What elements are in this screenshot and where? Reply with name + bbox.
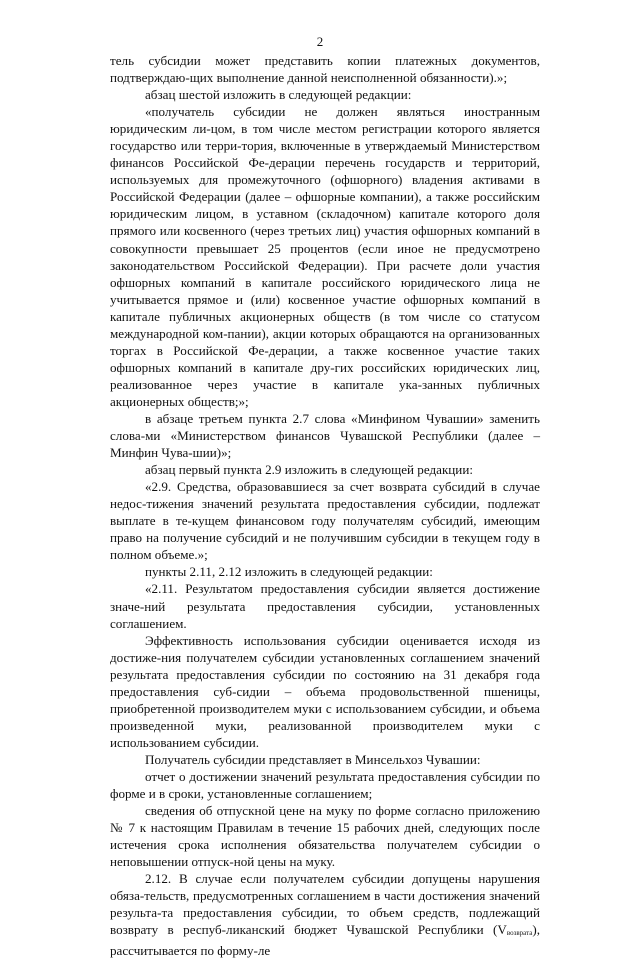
paragraph-7: пункты 2.11, 2.12 изложить в следующей редакции: [145, 564, 433, 580]
paragraph-3: «получатель субсидии не должен являться иностранным юридическим ли-цом, в том числе местом регистрации которого является государство или терри-тория, включенные в утверждаемый Министерством финансов Российской Фе-дерации перечень государств и территорий, используемых для промежуточного (офшорного) владения активами в Российской Федерации (далее – офшорные компании), а также российским юридическим лицом, в уставном (складочном) капитале которого доля прямого или косвенного (через третьих лиц) участия офшорных компаний в совокупности превышает 25 процентов (если иное не предусмотрено законодательством Российской Федерации). При расчете доли участия офшорных компаний в капитале российского юридического лица не учитывается прямое и (или) косвенное участие офшорных компаний в капитале публичных акционерных обществ (в том числе со статусом международной ком-пании), акции которых обращаются на организованных торгах в Российской Фе-дерации, а также косвенное участие таких офшорных компаний в капитале дру-гих российских юридических лиц, реализованное через участие в капитале ука-занных публичных акционерных обществ;»; [110, 104, 540, 409]
paragraph-13 [110, 870, 540, 959]
paragraph-2: абзац шестой изложить в следующей редакции: [145, 87, 412, 103]
paragraph-6: «2.9. Средства, образовавшиеся за счет возврата субсидий в случае недос-тижения значений результата предоставления субсидии, подлежат выплате в те-кущем финансовом году получателям субсидий, имеющим право на получение субсидий и не получившим субсидии в текущем году в полном объеме.»; [110, 479, 540, 563]
formula-subscript: возврата [506, 929, 533, 938]
paragraph-5: абзац первый пункта 2.9 изложить в следующей редакции: [145, 462, 473, 478]
paragraph-8: «2.11. Результатом предоставления субсидии является достижение значе-ний результата предоставления субсидии, установленных соглашением. [110, 581, 540, 631]
paragraph-4: в абзаце третьем пункта 2.7 слова «Минфином Чувашии» заменить слова-ми «Министерством финансов Чувашской Республики (далее – Минфин Чува-шии)»; [110, 410, 540, 461]
paragraph-13-text: 2.12. В случае если получателем субсидии допущены нарушения обяза-тельств, предусмотренных соглашением в части достижения значений результа-та предоставления субсидии, то объем средств, подлежащий возврату в респуб-ликанский бюджет Чувашской Республики (V [110, 871, 540, 938]
paragraph-11: отчет о достижении значений результата предоставления субсидии по форме и в сроки, установленные соглашением; [110, 768, 540, 802]
paragraph-9: Эффективность использования субсидии оценивается исходя из достиже-ния получателем субсидии установленных соглашением значений результата предоставления субсидии по состоянию на 31 декабря года предоставления суб-сидии – объема продовольственной пшеницы, приобретенной производителем муки с использованием субсидии, и объема произведенной муки, реализованной производителем муки с использованием субсидии. [110, 632, 540, 750]
paragraph-1: тель субсидии может представить копии платежных документов, подтверждаю-щих выполнение данной неисполненной обязанности).»; [110, 53, 540, 86]
paragraph-10: Получатель субсидии представляет в Минсельхоз Чувашии: [145, 751, 481, 767]
document-body [110, 52, 540, 959]
page-number: 2 [316, 34, 324, 49]
paragraph-13-tail: ), рассчитывается по форму-ле [110, 922, 540, 959]
paragraph-12: сведения об отпускной цене на муку по форме согласно приложению № 7 к настоящим Правилам в течение 15 рабочих дней, следующих после истечения срока исполнения обязательства получателем субсидии о неповышении отпуск-ной цены на муку. [110, 803, 540, 870]
